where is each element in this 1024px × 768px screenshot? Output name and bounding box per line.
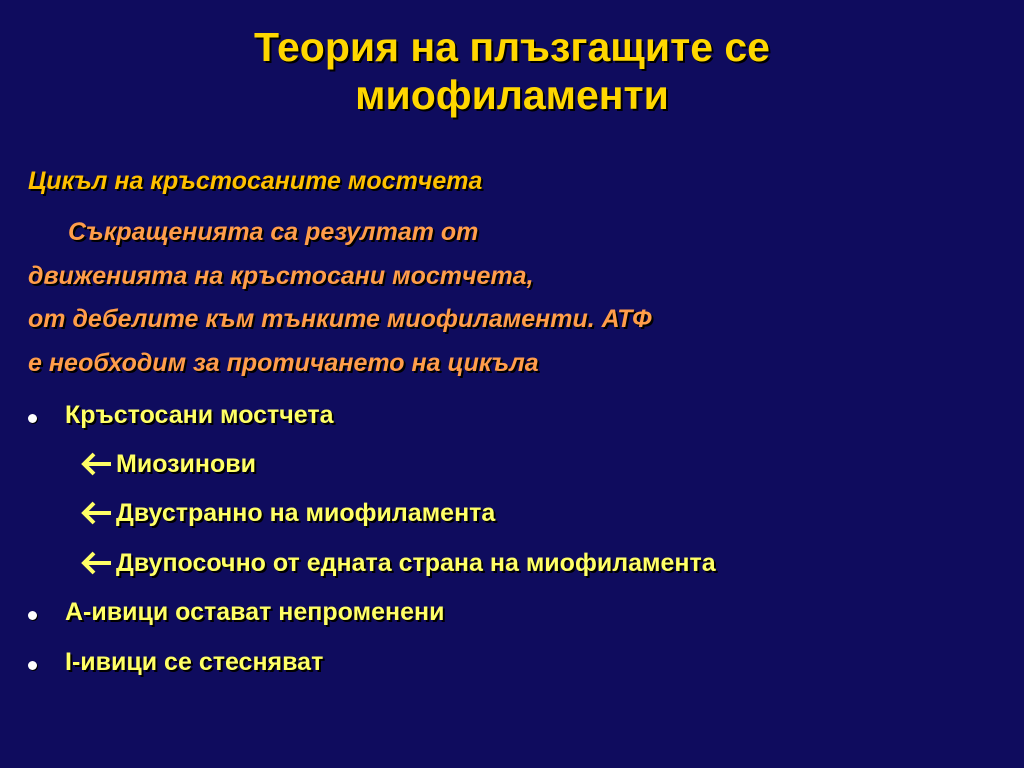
bullet-text: Кръстосани мостчета xyxy=(65,401,334,429)
bullet-item-a-bands xyxy=(28,594,444,630)
bullet-item-cross-bridges xyxy=(28,397,334,433)
paragraph-line-1: Съкращенията са резултат от xyxy=(68,218,479,246)
subitem-text: Двупосочно от едната страна на миофиламента xyxy=(116,549,716,577)
paragraph-line-2: движенията на кръстосани мостчета, xyxy=(28,262,534,290)
bullet-item-i-bands xyxy=(28,644,323,680)
bullet-text: І-ивици се стесняват xyxy=(65,648,324,676)
bullet-dot-icon xyxy=(28,414,37,423)
subitem-bilateral xyxy=(80,495,495,531)
paragraph-line-3: от дебелите към тънките миофиламенти. АТФ xyxy=(28,305,652,333)
subitem-bidirectional xyxy=(80,545,716,581)
subitem-text: Миозинови xyxy=(116,450,257,478)
subitem-text: Двустранно на миофиламента xyxy=(116,499,496,527)
left-arrow-icon xyxy=(80,500,114,526)
bullet-dot-icon xyxy=(28,611,37,620)
bullet-dot-icon xyxy=(28,661,37,670)
slide-title-line-1: Теория на плъзгащите се xyxy=(253,24,770,70)
left-arrow-icon xyxy=(80,550,114,576)
slide-title-line-2: миофиламенти xyxy=(355,72,669,118)
paragraph-line-4: е необходим за протичането на цикъла xyxy=(28,349,539,377)
slide-subtitle: Цикъл на кръстосаните мостчета xyxy=(28,167,483,195)
subitem-myosin xyxy=(80,446,256,482)
bullet-text: А-ивици остават непроменени xyxy=(65,598,445,626)
left-arrow-icon xyxy=(80,451,114,477)
